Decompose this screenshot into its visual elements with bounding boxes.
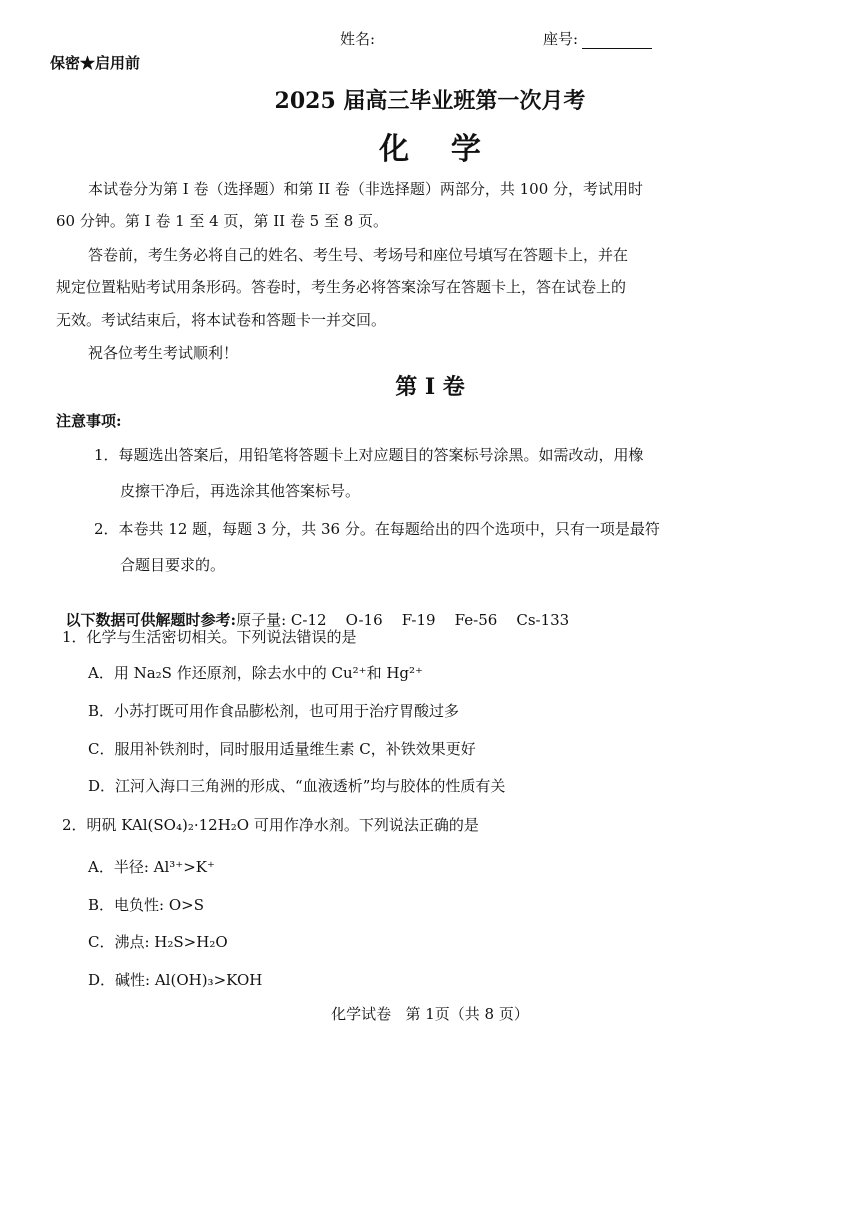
question-1-stem: 1．化学与生活密切相关。下列说法错误的是 [62, 628, 357, 646]
note-item-1-cont: 皮擦干净后，再选涂其他答案标号。 [120, 482, 361, 500]
section-title: 第 I 卷 [395, 374, 465, 400]
question-2-option-d: D．碱性: Al(OH)₃>KOH [88, 971, 263, 989]
intro-line-4: 规定位置粘贴考试用条形码。答卷时，考生务必将答案涂写在答题卡上，答在试卷上的 [56, 278, 627, 296]
reference-text: 原子量: C-12 O-16 F-19 Fe-56 Cs-133 [236, 611, 570, 629]
intro-line-6: 祝各位考生考试顺利！ [88, 344, 239, 362]
question-1-option-d: D．江河入海口三角洲的形成、“血液透析”均与胶体的性质有关 [88, 777, 506, 795]
seat-blank-line [582, 34, 652, 49]
note-item-2-cont: 合题目要求的。 [120, 556, 226, 574]
exam-title: 2025 届高三毕业班第一次月考 [274, 88, 586, 114]
question-1-option-a: A．用 Na₂S 作还原剂，除去水中的 Cu²⁺和 Hg²⁺ [88, 664, 423, 682]
seat-label [543, 28, 652, 49]
question-2-option-a: A．半径: Al³⁺>K⁺ [88, 858, 215, 876]
intro-line-2: 60 分钟。第 I 卷 1 至 4 页，第 II 卷 5 至 8 页。 [56, 212, 389, 230]
question-2-stem: 2．明矾 KAl(SO₄)₂·12H₂O 可用作净水剂。下列说法正确的是 [62, 816, 479, 834]
question-2-option-c: C．沸点: H₂S>H₂O [88, 933, 228, 951]
reference-label: 以下数据可供解题时参考: [65, 611, 237, 629]
seat-label-text: 座号: [543, 30, 579, 48]
note-item-1: 1．每题选出答案后，用铅笔将答题卡上对应题目的答案标号涂黑。如需改动，用橡 [94, 446, 644, 464]
intro-line-1: 本试卷分为第 I 卷（选择题）和第 II 卷（非选择题）两部分，共 100 分，考试用时 [88, 180, 644, 198]
question-2-option-b: B．电负性: O>S [88, 896, 204, 914]
page-footer: 化学试卷 第 1页（共 8 页） [331, 1005, 529, 1023]
intro-line-5: 无效。考试结束后，将本试卷和答题卡一并交回。 [56, 311, 387, 329]
subject-title: 化 学 [379, 132, 481, 167]
note-item-2: 2．本卷共 12 题，每题 3 分，共 36 分。在每题给出的四个选项中，只有一项是最符 [94, 520, 660, 538]
name-label: 姓名: [340, 30, 376, 48]
reference-data [56, 591, 569, 630]
question-1-option-b: B．小苏打既可用作食品膨松剂，也可用于治疗胃酸过多 [88, 702, 460, 720]
question-1-option-c: C．服用补铁剂时，同时服用适量维生素 C，补铁效果更好 [88, 740, 476, 758]
secrecy-mark: 保密★启用前 [50, 54, 141, 72]
intro-line-3: 答卷前，考生务必将自己的姓名、考生号、考场号和座位号填写在答题卡上，并在 [88, 246, 629, 264]
notes-heading: 注意事项: [56, 412, 122, 430]
